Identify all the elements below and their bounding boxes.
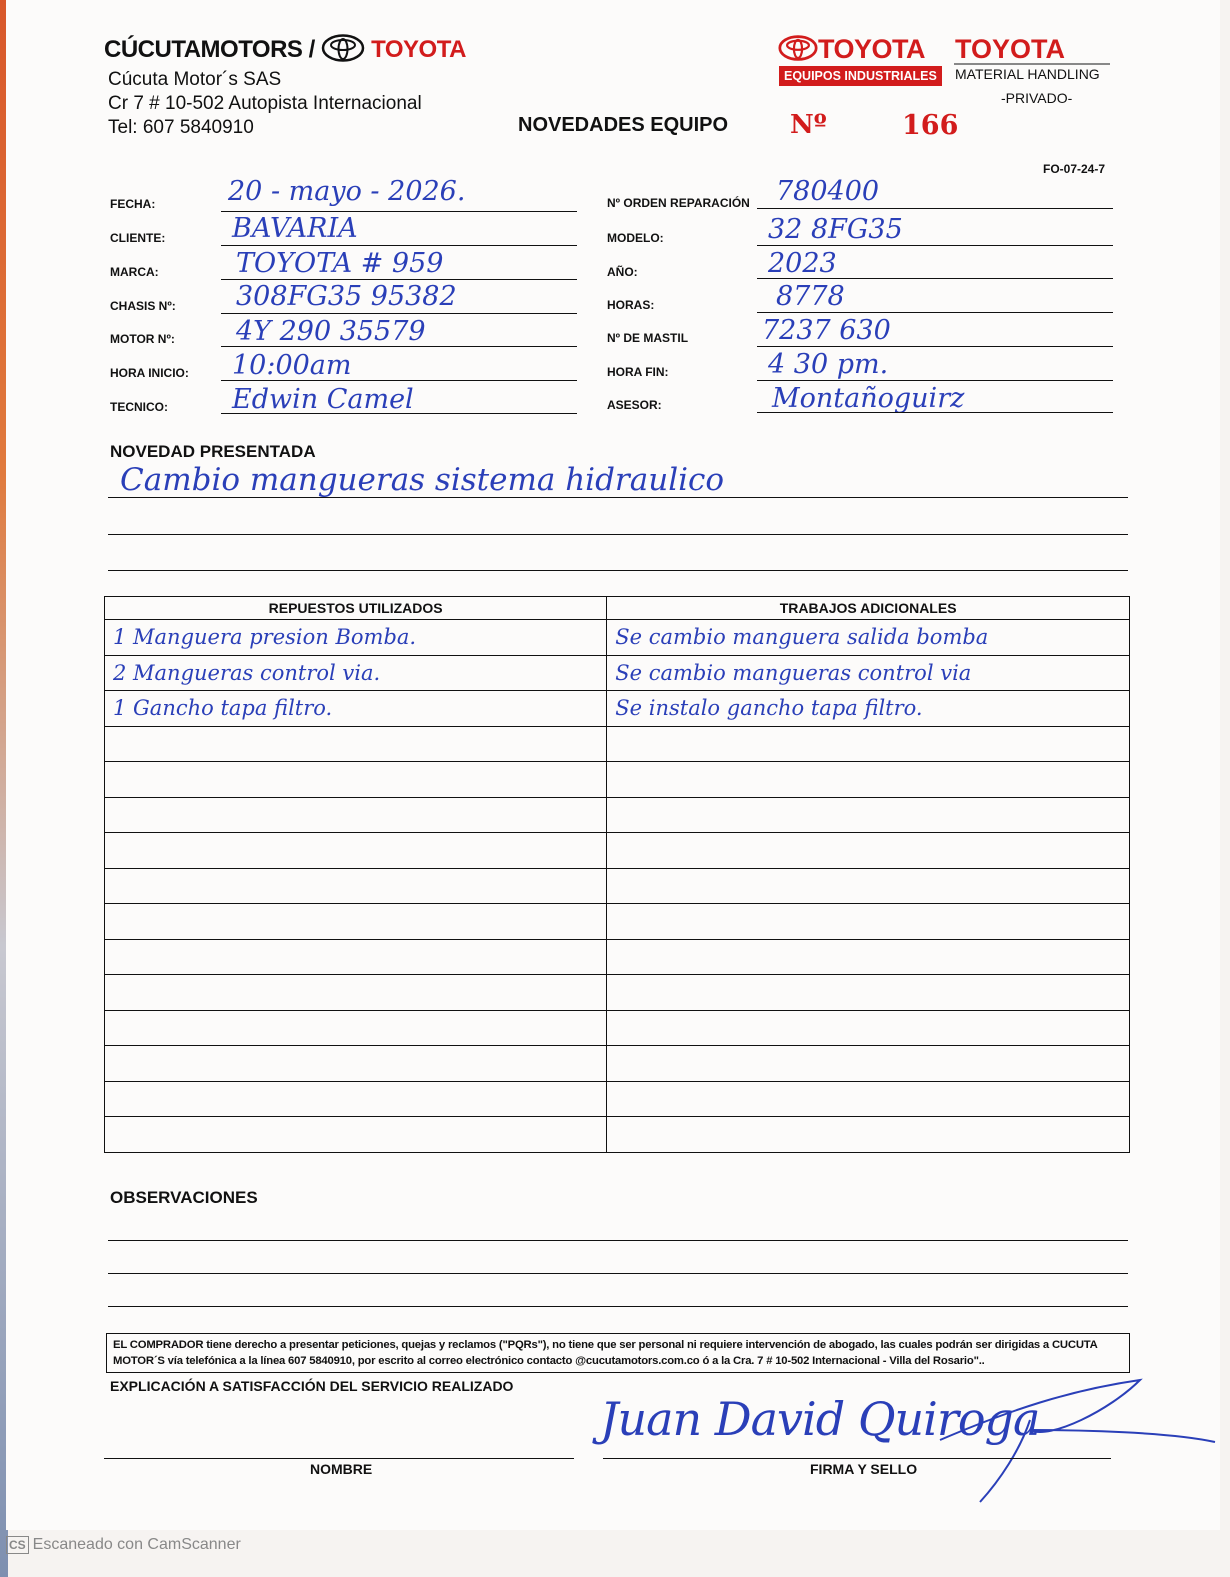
field-marca-label: MARCA: [110,265,159,279]
field-modelo-line [757,245,1113,246]
table-row [105,833,1130,869]
field-orden-line [757,208,1113,209]
trabajo-cell [607,1046,1130,1082]
field-asesor-line [757,412,1113,413]
field-horas-label: HORAS: [607,298,655,312]
trabajo-cell [607,762,1130,798]
dealer-logo: CÚCUTAMOTORS / TOYOTA [104,36,466,63]
repuesto-cell: 1 Manguera presion Bomba. [105,620,607,656]
table-row [105,655,1130,691]
novedad-value: Cambio mangueras sistema hidraulico [120,462,725,498]
repuesto-cell: 2 Mangueras control via. [105,655,607,691]
novedad-line-3 [108,570,1128,571]
col-repuestos-header: REPUESTOS UTILIZADOS [105,597,607,620]
trabajo-cell [607,797,1130,833]
table-row [105,1046,1130,1082]
field-chasis-label: CHASIS Nº: [110,299,176,313]
table-row [105,868,1130,904]
obs-line-3 [108,1306,1128,1307]
signature-flourish [930,1370,1220,1510]
field-cliente-label: CLIENTE: [110,231,166,245]
firma-label: FIRMA Y SELLO [810,1461,918,1477]
repuesto-cell [105,1046,607,1082]
form-number: 166 [902,110,959,141]
mh-rule [954,63,1110,65]
obs-line-2 [108,1273,1128,1274]
field-ano-line [757,278,1113,279]
number-label: Nº [790,110,827,140]
trabajo-cell [607,726,1130,762]
company-address: Cr 7 # 10-502 Autopista Internacional [108,93,422,114]
table-row [105,762,1130,798]
field-hora-fin-value: 4 30 pm. [768,349,889,380]
repuesto-cell [105,726,607,762]
trabajo-cell [607,975,1130,1011]
field-motor-value: 4Y 290 35579 [236,316,426,347]
repuesto-cell [105,1010,607,1046]
field-tecnico-line [221,413,577,414]
field-hora-fin-label: HORA FIN: [607,365,669,379]
table-row [105,797,1130,833]
legal-notice: EL COMPRADOR tiene derecho a presentar peticiones, quejas y reclamos ("PQRs"), no tiene que ser personal ni requiere intervención de abogado, las cuales podrán ser dirigidas a CUCUTA MOTOR´S vía telefónica a la línea 607 5840910, por escrito al correo electrónico contacto @cucutamotors.com.co ó a la Cra. 7 # 10-502 Internacional - Villa del Rosario".. [106,1333,1130,1373]
field-fecha-label: FECHA: [110,197,156,211]
field-asesor-value: Montañoguirz [772,383,965,414]
repuesto-cell: 1 Gancho tapa filtro. [105,691,607,727]
field-hora-inicio-label: HORA INICIO: [110,366,189,380]
field-horas-line [757,312,1113,313]
obs-line-1 [108,1240,1128,1241]
field-modelo-label: MODELO: [607,231,664,245]
trabajo-cell: Se cambio mangueras control via [607,655,1130,691]
camscanner-badge: CS [6,1536,29,1554]
field-motor-label: MOTOR Nº: [110,332,175,346]
form-title: NOVEDADES EQUIPO [518,114,729,136]
table-row [105,939,1130,975]
field-marca-line [221,279,577,280]
repuesto-cell [105,833,607,869]
field-cliente-line [221,245,577,246]
repuesto-cell [105,868,607,904]
field-ano-label: AÑO: [607,265,638,279]
trabajo-cell: Se instalo gancho tapa filtro. [607,691,1130,727]
table-row [105,620,1130,656]
repuesto-cell [105,1117,607,1153]
field-ano-value: 2023 [768,248,837,279]
trabajo-cell [607,868,1130,904]
col-trabajos-header: TRABAJOS ADICIONALES [607,597,1130,620]
field-tecnico-label: TECNICO: [110,400,168,414]
nombre-line [104,1458,574,1459]
camscanner-watermark [6,1536,241,1554]
field-modelo-value: 32 8FG35 [768,214,903,245]
field-mastil-line [757,346,1113,347]
company-name: Cúcuta Motor´s SAS [108,69,282,90]
trabajo-cell: Se cambio manguera salida bomba [607,620,1130,656]
table-row [105,1117,1130,1153]
table-row [105,904,1130,940]
trabajo-cell [607,833,1130,869]
toyota-logo-icon [778,35,818,61]
field-asesor-label: ASESOR: [607,398,662,412]
table-row [105,1010,1130,1046]
parts-work-table [104,596,1130,1153]
signature: Juan David Quiroga [600,1392,1040,1446]
trabajo-cell [607,1010,1130,1046]
table-row [105,726,1130,762]
nombre-label: NOMBRE [310,1461,373,1477]
field-fecha-value: 20 - mayo - 2026. [228,176,466,207]
observaciones-label: OBSERVACIONES [110,1188,258,1207]
repuesto-cell [105,939,607,975]
field-orden-value: 780400 [776,176,880,207]
field-hora-inicio-line [221,380,577,381]
repuesto-cell [105,975,607,1011]
table-row [105,1081,1130,1117]
repuesto-cell [105,762,607,798]
field-hora-inicio-value: 10:00am [232,350,352,381]
repuesto-cell [105,904,607,940]
novedad-line-1 [108,497,1128,498]
novedad-label: NOVEDAD PRESENTADA [110,442,316,461]
camscanner-text: Escaneado con CamScanner [32,1536,241,1553]
toyota-industrial-logo: TOYOTA [778,34,925,65]
trabajo-cell [607,1081,1130,1117]
toyota-logo-icon [321,34,365,62]
field-chasis-value: 308FG35 95382 [236,281,457,312]
field-horas-value: 8778 [776,281,845,312]
privado-label: -PRIVADO- [1001,90,1073,106]
company-phone: Tel: 607 5840910 [108,117,254,138]
field-marca-value: TOYOTA # 959 [236,248,444,279]
field-chasis-line [221,313,577,314]
repuesto-cell [105,1081,607,1117]
field-orden-label: Nº ORDEN REPARACIÓN [607,196,750,210]
material-handling: MATERIAL HANDLING [955,66,1100,82]
toyota-mh-logo: TOYOTA [955,34,1066,64]
trabajo-cell [607,904,1130,940]
equipos-industriales-badge: EQUIPOS INDUSTRIALES [779,66,942,86]
field-motor-line [221,346,577,347]
field-cliente-value: BAVARIA [232,213,358,244]
field-hora-fin-line [757,380,1113,381]
table-row [105,975,1130,1011]
field-mastil-label: Nº DE MASTIL [607,331,689,345]
field-mastil-value: 7237 630 [762,315,891,346]
form-code: FO-07-24-7 [1043,162,1106,176]
trabajo-cell [607,1117,1130,1153]
repuesto-cell [105,797,607,833]
field-tecnico-value: Edwin Camel [232,384,414,415]
table-row [105,691,1130,727]
trabajo-cell [607,939,1130,975]
firma-line [603,1458,1111,1459]
explicacion-label: EXPLICACIÓN A SATISFACCIÓN DEL SERVICIO REALIZADO [110,1378,514,1394]
field-fecha-line [221,211,577,212]
novedad-line-2 [108,534,1128,535]
